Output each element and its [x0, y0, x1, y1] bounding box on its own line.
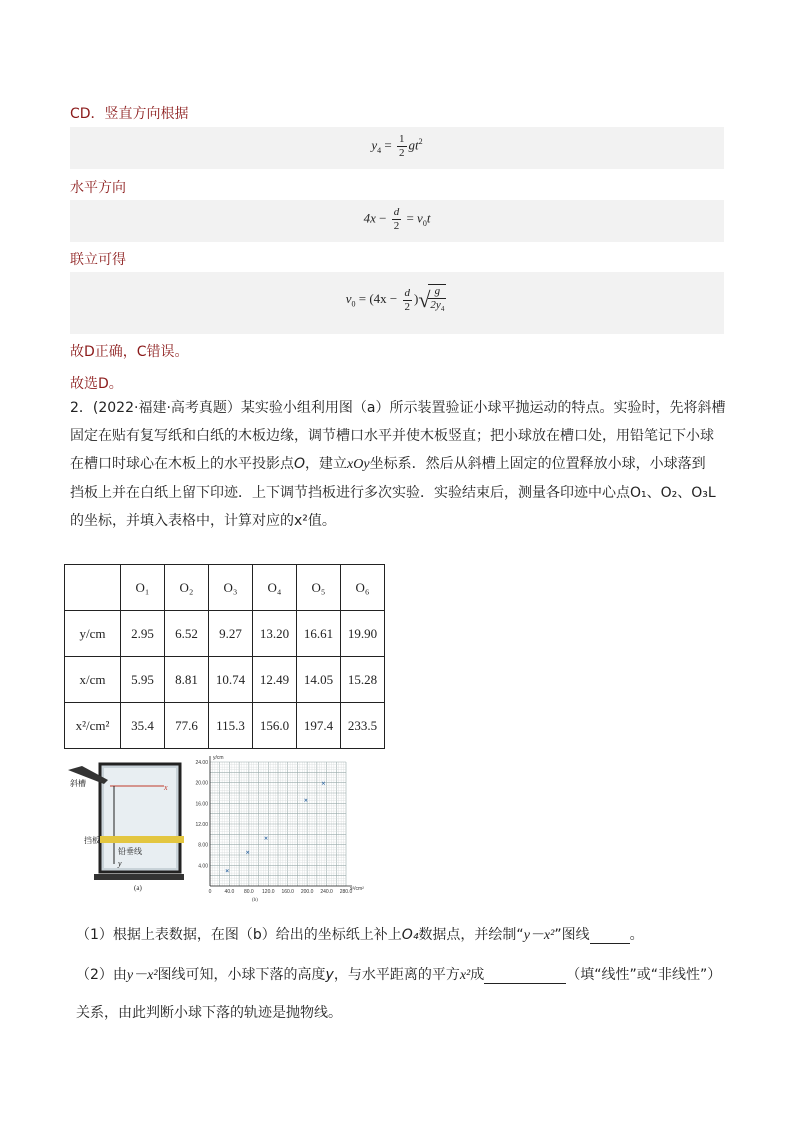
base: [94, 874, 184, 880]
label-baffle: 挡板: [84, 836, 100, 845]
y-tick-label: 8.00: [198, 842, 208, 849]
table-cell: 13.20: [253, 611, 297, 657]
label-y: y: [118, 859, 122, 868]
table-header-cell: O₁: [121, 565, 165, 611]
y-tick-label: 4.00: [198, 863, 208, 870]
answer: 故选D。: [70, 376, 123, 392]
x-tick-label: 80.0: [243, 889, 254, 895]
equation-box-2: [70, 200, 724, 242]
conclusion: 故D正确，C错误。: [70, 344, 189, 360]
intro-line-3: 在槽口时球心在木板上的水平投影点O，建立xOy坐标系．然后从斜槽上固定的位置释放小球，小球落到: [70, 456, 706, 472]
x-tick-label: 200.0: [300, 889, 314, 895]
baffle: [100, 836, 184, 843]
table-cell: 233.5: [341, 703, 385, 749]
question-2-text: [70, 394, 730, 535]
apparatus-figure: [64, 756, 188, 892]
x-tick-label: 240.0: [320, 889, 333, 895]
table-header-cell: O₆: [341, 565, 385, 611]
table-cell: 197.4: [297, 703, 341, 749]
cd-heading: CD．竖直方向根据: [70, 106, 189, 122]
table-cell: 10.74: [209, 657, 253, 703]
table-cell: 19.90: [341, 611, 385, 657]
part-1: （1）根据上表数据，在图（b）给出的坐标纸上补上O₄数据点，并绘制“y－x²”图线 。: [76, 927, 644, 943]
caption-a: (a): [134, 884, 142, 892]
table-cell: 156.0: [253, 703, 297, 749]
row-label: y/cm: [65, 611, 121, 657]
y-tick-label: 24.00: [195, 760, 208, 766]
table-cell: 77.6: [165, 703, 209, 749]
intro-line-2: 固定在贴有复写纸和白纸的木板边缘，调节槽口水平并使木板竖直；把小球放在槽口处，用铅笔记下小球: [70, 428, 714, 444]
table-cell: 14.05: [297, 657, 341, 703]
y-tick-label: 12.00: [195, 822, 208, 828]
x-tick-label: 120.0: [262, 889, 275, 895]
equation-2: 4x − $\frac{d}{2}$ = $v_0t$: [363, 206, 431, 232]
part-2: （2）由y－x²图线可知，小球下落的高度y，与水平距离的平方x²成 （填“线性”或“非线性”）: [76, 967, 722, 983]
table-header-cell: O₄: [253, 565, 297, 611]
table-cell: 15.28: [341, 657, 385, 703]
table-header-cell: O₂: [165, 565, 209, 611]
label-chute: 斜槽: [70, 779, 86, 788]
part-2-line-2: 关系，由此判断小球下落的轨迹是抛物线。: [76, 1005, 342, 1021]
intro-line-5: 的坐标，并填入表格中，计算对应的x²值。: [70, 513, 336, 529]
x-tick-label: 0: [208, 889, 212, 895]
table-cell: 12.49: [253, 657, 297, 703]
table-header-cell: [65, 565, 121, 611]
row-label: x²/cm²: [65, 703, 121, 749]
equation-3: $v_0 = (4x$ − $\frac{d}{2}$ )√ $\frac{g}{2y_4}$: [70, 284, 724, 316]
y-tick-label: 20.00: [195, 780, 208, 787]
table-cell: 115.3: [209, 703, 253, 749]
table-header-cell: O₅: [297, 565, 341, 611]
y-tick-label: 16.00: [195, 801, 208, 808]
data-table: [64, 564, 385, 749]
data-point: [322, 782, 325, 785]
horizontal-label: 水平方向: [70, 180, 126, 196]
x-axis-label: x²/cm²: [350, 886, 364, 892]
table-row: [65, 703, 385, 749]
caption-b: (b): [252, 898, 258, 902]
table-cell: 8.81: [165, 657, 209, 703]
x-tick-label: 280.0: [339, 889, 353, 895]
x-tick-label: 160.0: [281, 889, 294, 895]
sqrt-symbol: √: [418, 287, 431, 313]
table-cell: 16.61: [297, 611, 341, 657]
equation-1: $y_4$ = $\frac{1}{2}$ $gt^2$: [371, 133, 423, 159]
table-cell: 2.95: [121, 611, 165, 657]
intro-line-1: 2．(2022·福建·高考真题）某实验小组利用图（a）所示装置验证小球平抛运动的特点。实验时，先将斜槽: [70, 400, 726, 416]
x-tick-label: 40.0: [224, 889, 235, 895]
label-x: x: [164, 783, 168, 792]
table-cell: 5.95: [121, 657, 165, 703]
answer-blank-2[interactable]: [484, 967, 566, 984]
scatter-chart: [186, 752, 366, 902]
label-plumb: 铅垂线: [118, 847, 142, 856]
table-row: [65, 657, 385, 703]
intro-line-4: 挡板上并在白纸上留下印迹．上下调节挡板进行多次实验．实验结束后，测量各印迹中心点O₁、O₂、O₃L: [70, 485, 716, 501]
y-axis-label: y/cm: [213, 755, 224, 761]
table-cell: 6.52: [165, 611, 209, 657]
answer-blank-1[interactable]: [590, 927, 630, 944]
equation-box-1: [70, 127, 724, 169]
table-header-cell: O₃: [209, 565, 253, 611]
equation-box-3: [70, 272, 724, 334]
table-header-row: [65, 565, 385, 611]
table-row: [65, 611, 385, 657]
table-cell: 9.27: [209, 611, 253, 657]
row-label: x/cm: [65, 657, 121, 703]
table-cell: 35.4: [121, 703, 165, 749]
combine-label: 联立可得: [70, 252, 126, 268]
